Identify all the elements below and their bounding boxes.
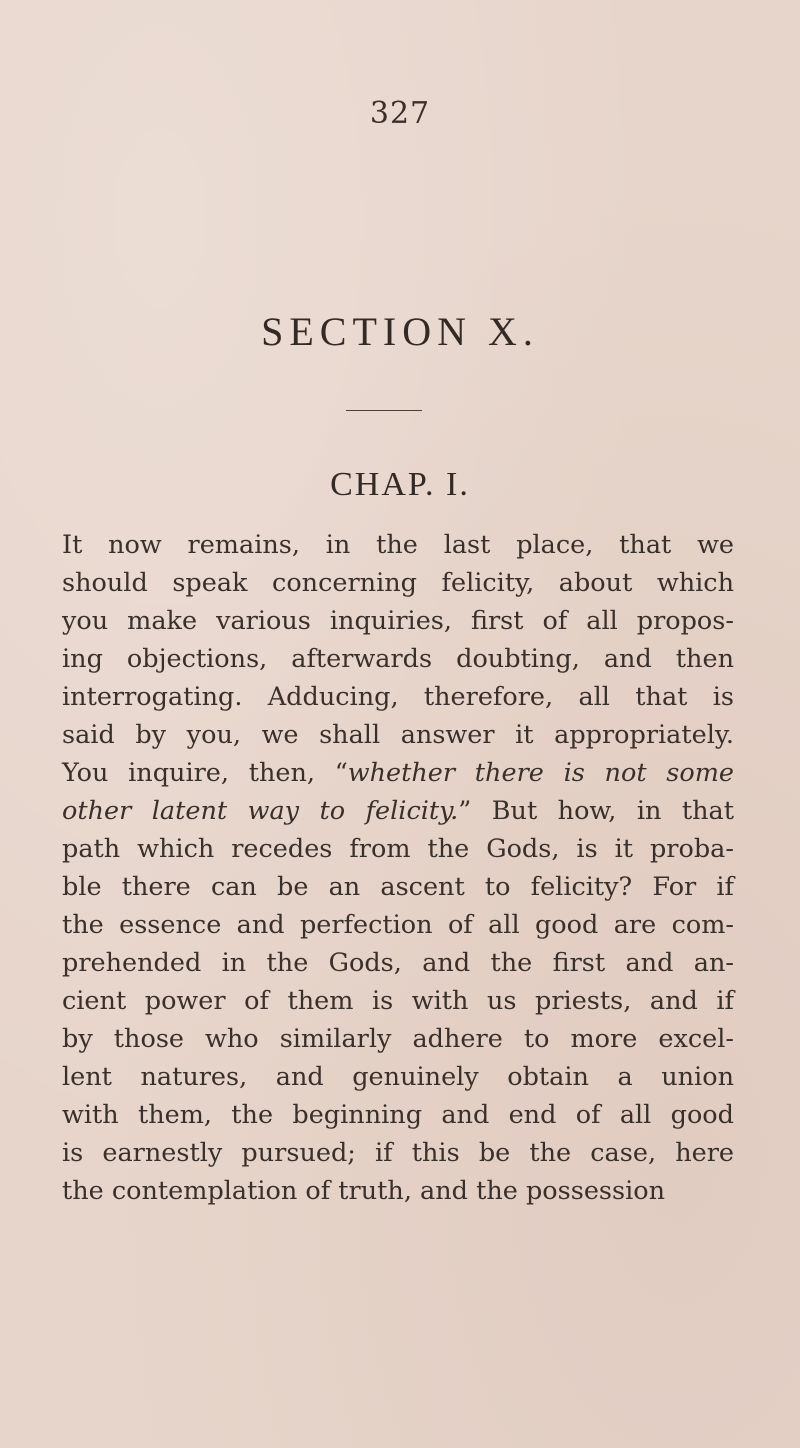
text-line [62, 792, 734, 830]
text-line: you make various inquiries, first of all propos- [62, 606, 734, 636]
text-segment: You inquire, then, “ [62, 758, 348, 788]
text-line [62, 754, 734, 792]
text-line: with them, the beginning and end of all good [62, 1100, 734, 1130]
page-number: 327 [369, 96, 431, 131]
text-line: should speak concerning felicity, about which [62, 568, 734, 598]
chapter-title: CHAP. I. [330, 466, 470, 503]
italic-quote: whether there is not some [347, 758, 735, 788]
text-line: the essence and perfection of all good are com- [62, 910, 734, 940]
text-line: It now remains, in the last place, that we [62, 530, 734, 560]
text-line: said by you, we shall answer it appropriately. [62, 720, 734, 750]
text-line: ble there can be an ascent to felicity? For if [62, 872, 734, 902]
section-title: SECTION X. [261, 309, 539, 354]
text-line: cient power of them is with us priests, and if [62, 986, 734, 1016]
text-line: ing objections, afterwards doubting, and then [62, 644, 734, 674]
italic-quote: other latent way to felicity. [62, 796, 459, 826]
text-segment: ” But how, in that [458, 796, 734, 826]
decorative-rule [346, 410, 422, 411]
text-line: path which recedes from the Gods, is it proba- [62, 834, 734, 864]
text-line: is earnestly pursued; if this be the case, here [62, 1138, 734, 1168]
text-line: interrogating. Adducing, therefore, all that is [62, 682, 734, 712]
body-paragraph [62, 526, 734, 1210]
text-line: prehended in the Gods, and the first and an- [62, 948, 734, 978]
text-line: the contemplation of truth, and the possession [62, 1176, 666, 1206]
text-line: by those who similarly adhere to more excel- [62, 1024, 734, 1054]
text-line: lent natures, and genuinely obtain a union [62, 1062, 734, 1092]
